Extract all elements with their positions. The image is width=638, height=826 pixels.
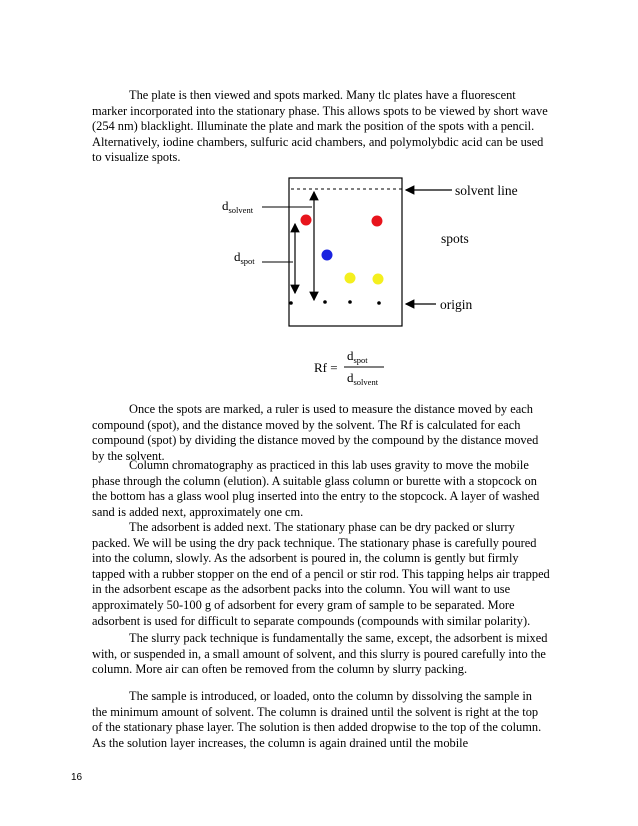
paragraph-slurry-pack: The slurry pack technique is fundamentally the same, except, the adsorbent is mixed with, or suspended in, a small amount of solvent, and this slurry is poured carefully into the column. More air can often be removed from the column by slurry packing. <box>92 631 548 677</box>
origin-dot-3 <box>348 300 352 304</box>
paragraph-sample-loading: The sample is introduced, or loaded, onto the column by dissolving the sample in the minimum amount of solvent. The column is drained until the solvent is right at the top of the stationary phase layer. The solution is then added dropwise to the top of the column. As the solution layer increases, the column is again drained until the mobile <box>92 689 542 750</box>
paragraph-dry-pack: The adsorbent is added next. The stationary phase can be dry packed or slurry packed. We will be using the dry pack technique. The stationary phase is carefully poured into the column, slowly. As the adsorbent is poured in, the column is gently but firmly tapped with a rubber stopper on the end of a pencil or stir rod. This tapping helps air trapped in the adsorbent escape as the adsorbent packs into the column. You will want to use approximately 50-100 g of adsorbent for every gram of sample to be separated. More adsorbent is used for difficult to separate compounds (compounds with similar polarity). <box>92 520 550 628</box>
origin-dot-4 <box>377 301 381 305</box>
tlc-plate <box>289 178 402 326</box>
rf-denominator: $d_{solvent}$ <box>347 370 379 387</box>
paragraph-visualization: The plate is then viewed and spots marked. Many tlc plates have a fluorescent marker incorporated into the stationary phase. This allows spots to be viewed by short wave (254 nm) blacklight. Illuminate the plate and mark the position of the spots with a pencil. Alternatively, iodine chambers, sulfuric acid chambers, and polymolybdic acid can be used to visualize spots. <box>92 88 548 165</box>
origin-dot-2 <box>323 300 327 304</box>
rf-symbol: Rf = <box>314 360 338 375</box>
origin-dot-1 <box>289 301 293 305</box>
spot-yellow-2 <box>373 274 384 285</box>
paragraph-rf-calculation: Once the spots are marked, a ruler is used to measure the distance moved by each compound (spot), and the distance moved by the solvent. The Rf is calculated for each compound (spot) by dividing the distance moved by the compound by the distance moved by the solvent. <box>92 402 539 463</box>
rf-formula <box>314 348 384 387</box>
tlc-plate-diagram <box>0 0 638 400</box>
d-solvent-label: $d_{solvent}$ <box>222 198 254 215</box>
page-number: 16 <box>71 772 83 783</box>
spot-yellow-1 <box>345 273 356 284</box>
d-spot-label: $d_{spot}$ <box>234 249 255 266</box>
rf-numerator: $d_{spot}$ <box>347 348 368 365</box>
spot-blue <box>322 250 333 261</box>
solvent-line-label: solvent line <box>455 183 518 198</box>
origin-label: origin <box>440 297 473 312</box>
spot-red-1 <box>301 215 312 226</box>
spots-label: spots <box>441 231 469 246</box>
paragraph-column-setup: Column chromatography as practiced in this lab uses gravity to move the mobile phase through the column (elution). A suitable glass column or burette with a stopcock on the bottom has a glass wool plug inserted into the entry to the stopcock. A layer of washed sand is added next, approximately one cm. <box>92 458 540 519</box>
spot-red-2 <box>372 216 383 227</box>
